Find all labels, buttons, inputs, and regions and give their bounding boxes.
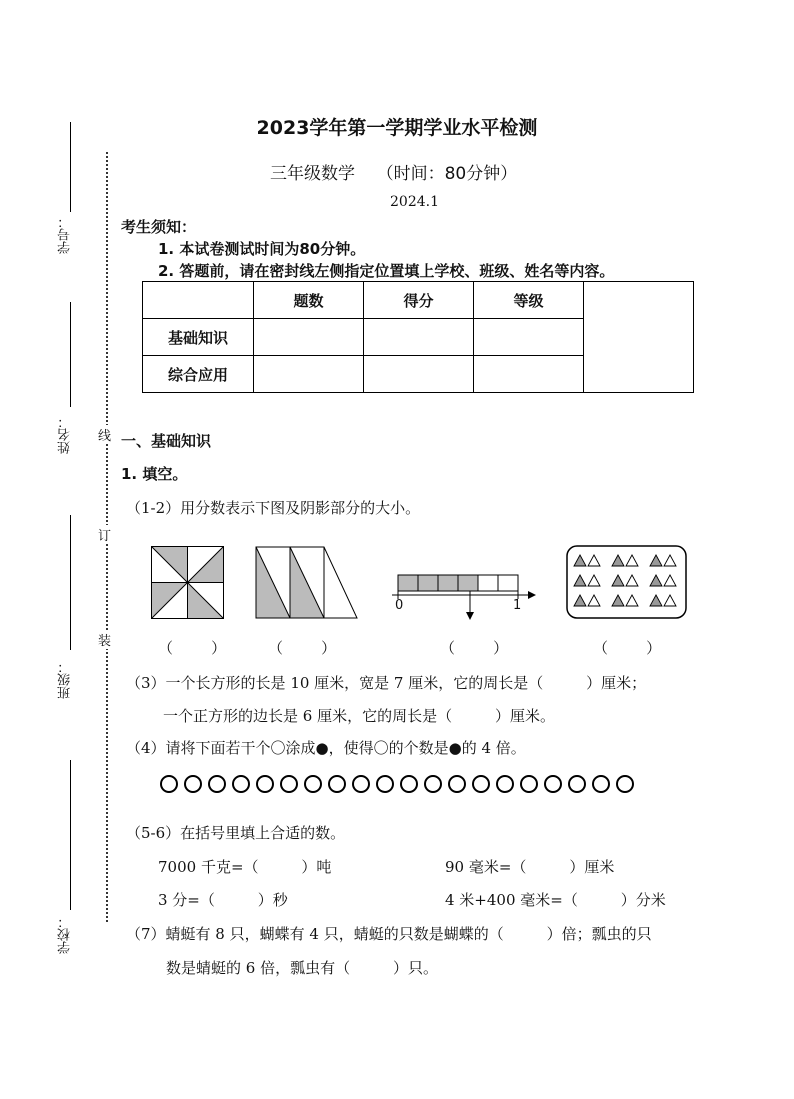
shaded-triangle [574, 595, 586, 606]
empty-circle[interactable] [568, 775, 586, 793]
notice-item-1: 1. 本试卷测试时间为80分钟。 [158, 240, 366, 258]
shaded-triangle [612, 595, 624, 606]
name-line[interactable] [70, 302, 71, 407]
circle-row [160, 775, 634, 793]
school-line[interactable] [70, 760, 71, 910]
table-header-cell: 得分 [364, 282, 474, 319]
table-cell[interactable] [254, 356, 364, 393]
answer-blank-2[interactable]: （ ） [268, 639, 337, 657]
empty-circle[interactable] [592, 775, 610, 793]
empty-triangle [664, 575, 676, 586]
exam-date: 2024.1 [390, 194, 439, 210]
empty-circle[interactable] [376, 775, 394, 793]
empty-circle[interactable] [232, 775, 250, 793]
empty-triangle [626, 575, 638, 586]
seal-char-bind: 订 [98, 525, 111, 544]
table-header-cell: 题数 [254, 282, 364, 319]
empty-circle[interactable] [520, 775, 538, 793]
empty-circle[interactable] [544, 775, 562, 793]
student-id-label: 学号： [58, 215, 73, 254]
question-7-line1: （7）蜻蜓有 8 只，蝴蝶有 4 只，蜻蜓的只数是蝴蝶的（ ）倍；瓢虫的只 [126, 925, 652, 943]
empty-circle[interactable] [280, 775, 298, 793]
question-7-line2: 数是蜻蜓的 6 倍，瓢虫有（ ）只。 [166, 959, 438, 977]
empty-circle[interactable] [424, 775, 442, 793]
conversion-1: 7000 千克=（ ）吨 [158, 858, 332, 876]
seal-char-pack: 装 [98, 630, 111, 649]
table-cell[interactable] [474, 319, 584, 356]
number-line-one: 1 [513, 598, 522, 613]
question-1-2-text: （1-2）用分数表示下图及阴影部分的大小。 [126, 499, 421, 517]
empty-triangle [626, 595, 638, 606]
exam-title: 2023学年第一学期学业水平检测 [256, 117, 538, 139]
answer-blank-1[interactable]: （ ） [158, 639, 227, 657]
table-cell[interactable] [474, 356, 584, 393]
conversion-3: 3 分=（ ）秒 [158, 891, 288, 909]
empty-circle[interactable] [616, 775, 634, 793]
shaded-triangle [650, 595, 662, 606]
empty-circle[interactable] [400, 775, 418, 793]
shaded-triangle [574, 555, 586, 566]
seal-char-line: 线 [98, 425, 111, 444]
empty-circle[interactable] [352, 775, 370, 793]
empty-circle[interactable] [304, 775, 322, 793]
exam-subtitle: 三年级数学 （时间：80分钟） [270, 164, 518, 184]
table-header-cell: 等级 [474, 282, 584, 319]
empty-circle[interactable] [184, 775, 202, 793]
conversion-4: 4 米+400 毫米=（ ）分米 [445, 891, 666, 909]
table-cell-label: 综合应用 [143, 356, 254, 393]
conversion-2: 90 毫米=（ ）厘米 [445, 858, 615, 876]
notice-item-2: 2. 答题前，请在密封线左侧指定位置填上学校、班级、姓名等内容。 [158, 262, 615, 280]
question-1-title: 1. 填空。 [121, 465, 188, 483]
grade-total-cell[interactable] [584, 282, 694, 393]
notice-heading: 考生须知： [121, 218, 197, 236]
number-line-zero: 0 [395, 598, 404, 613]
question-4-text: （4）请将下面若干个〇涂成●，使得〇的个数是●的 4 倍。 [126, 739, 526, 757]
section-heading: 一、基础知识 [121, 432, 212, 450]
table-header-row [143, 282, 694, 319]
shaded-triangle [650, 555, 662, 566]
parallelogram-figure [254, 545, 359, 621]
empty-triangle [664, 555, 676, 566]
score-table [142, 281, 694, 393]
empty-circle[interactable] [256, 775, 274, 793]
empty-circle[interactable] [496, 775, 514, 793]
empty-circle[interactable] [472, 775, 490, 793]
shaded-triangle [650, 575, 662, 586]
empty-triangle [588, 595, 600, 606]
shaded-triangle [612, 555, 624, 566]
table-cell[interactable] [364, 356, 474, 393]
empty-circle[interactable] [328, 775, 346, 793]
pinwheel-square-figure [151, 546, 224, 619]
answer-blank-3[interactable]: （ ） [440, 639, 509, 657]
shaded-triangle [612, 575, 624, 586]
empty-triangle [588, 555, 600, 566]
table-cell[interactable] [364, 319, 474, 356]
question-3-line2: 一个正方形的边长是 6 厘米，它的周长是（ ）厘米。 [163, 707, 555, 725]
number-line-figure [390, 570, 540, 622]
empty-triangle [626, 555, 638, 566]
school-label: 学校： [58, 915, 73, 954]
empty-circle[interactable] [448, 775, 466, 793]
name-label: 姓名： [58, 415, 73, 454]
answer-blank-4[interactable]: （ ） [593, 639, 662, 657]
empty-circle[interactable] [160, 775, 178, 793]
question-3-line1: （3）一个长方形的长是 10 厘米，宽是 7 厘米，它的周长是（ ）厘米； [126, 674, 647, 692]
empty-triangle [664, 595, 676, 606]
empty-circle[interactable] [208, 775, 226, 793]
class-label: 班级： [58, 660, 73, 699]
table-header-cell [143, 282, 254, 319]
shaded-triangle [574, 575, 586, 586]
empty-triangle [588, 575, 600, 586]
table-cell-label: 基础知识 [143, 319, 254, 356]
table-cell[interactable] [254, 319, 364, 356]
question-5-6-text: （5-6）在括号里填上合适的数。 [126, 824, 346, 842]
class-line[interactable] [70, 515, 71, 650]
triangles-group-figure [566, 545, 688, 620]
